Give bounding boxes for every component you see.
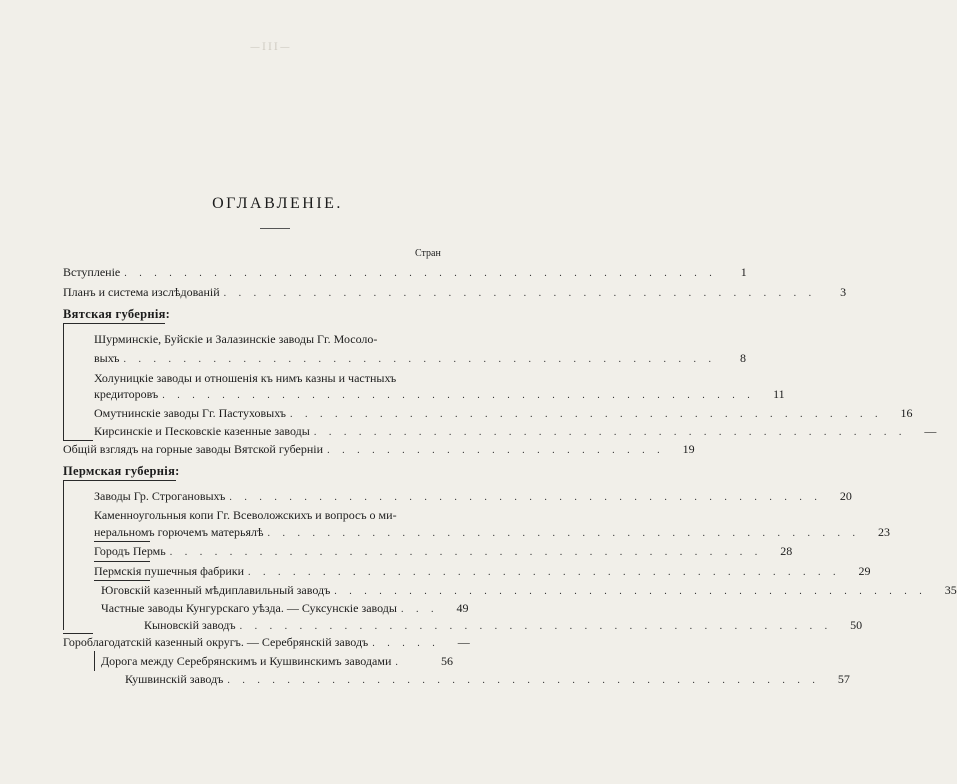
toc-page-number: 29 [858, 564, 871, 578]
toc-entry-text: неральномъ горючемъ матерьялѣ [94, 525, 264, 539]
toc-entry-cannon[interactable] [94, 563, 871, 581]
section-rule [63, 323, 165, 324]
toc-page-number: 11 [773, 387, 785, 401]
dot-leader: . . . . . . . . . . . . . . . . . . . . . . . . . . . . . . . . . . . . . . . . [169, 547, 763, 558]
dot-leader: . . . . . . . . . . . . . . . . . . . . . . . . . . . . . . . . . . . . . . . . [223, 288, 817, 299]
toc-entry-stroganov[interactable] [94, 488, 852, 506]
section-rule [63, 480, 176, 481]
toc-page-number: 49 [456, 601, 469, 615]
toc-entry-kirs[interactable] [94, 423, 937, 441]
toc-entry-kyn[interactable] [144, 617, 863, 635]
dot-leader: . . . . . . . . . . . . . . . . . . . . . . . [327, 445, 665, 456]
toc-entry-yugovsk[interactable] [101, 582, 957, 600]
toc-entry-shurma[interactable] [94, 350, 746, 368]
subsection-rule [94, 561, 150, 562]
toc-page-number: 35 [944, 583, 957, 597]
dot-leader: . . . . . . . . . . . . . . . . . . . . . . . . . . . . . . . . . . . . . . . . [124, 268, 717, 279]
toc-entry-kholun[interactable] [94, 386, 785, 404]
toc-entry-text: Городъ Пермь [94, 544, 166, 558]
toc-page-number: 50 [850, 618, 863, 632]
dot-leader: . . . . . . . . . . . . . . . . . . . . . . . . . . . . . . . . . . . . . . . . [227, 675, 820, 686]
toc-page-number: 8 [739, 351, 746, 365]
dot-leader: . . . . . . . . . . . . . . . . . . . . . . . . . . . . . . . . . . . . . . . . [334, 586, 927, 597]
toc-page-number: 28 [780, 544, 793, 558]
toc-entry-text: Частные заводы Кунгурскаго уѣзда. — Суксунскіе заводы [101, 601, 397, 615]
dot-leader: . . . [400, 604, 439, 615]
dot-leader: . . . . . . . . . . . . . . . . . . . . . . . . . . . . . . . . . . . . . . . . [248, 567, 841, 578]
section-heading-perm: Пермская губернія: [63, 464, 180, 478]
toc-page-number: 23 [878, 525, 891, 539]
dot-leader: . . . . . . . . . . . . . . . . . . . . . . . . . . . . . . . . . . . . . . . . [267, 528, 861, 539]
toc-entry-perm-city[interactable] [94, 543, 793, 561]
toc-entry-kholun-line1: Холуницкіе заводы и отношенія къ нимъ казны и частныхъ [94, 371, 397, 385]
dot-leader: . . . . . . . . . . . . . . . . . . . . . . . . . . . . . . . . . . . . . . . . [290, 409, 883, 420]
toc-entry-text: Кирсинскіе и Песковскіе казенные заводы [94, 424, 310, 438]
toc-entry-text: Дорога между Серебрянскимъ и Кушвинскимъ заводами [101, 654, 392, 668]
dot-leader: . . . . . . . . . . . . . . . . . . . . . . . . . . . . . . . . . . . . . . . . [229, 492, 822, 503]
toc-entry-text: Пермскія пушечныя фабрики [94, 564, 245, 578]
toc-entry-text: Омутнинскіе заводы Гг. Пастуховыхъ [94, 406, 286, 420]
toc-entry-text: Планъ и система изслѣдованій [63, 285, 220, 299]
toc-page-number: 1 [740, 265, 747, 279]
toc-entry-intro[interactable] [63, 264, 747, 282]
toc-entry-text: Заводы Гр. Строгановыхъ [94, 489, 226, 503]
toc-page-number: 19 [682, 442, 695, 456]
toc-entry-coal-line1: Каменноугольныя копи Гг. Всеволожскихъ и вопросъ о ми- [94, 508, 397, 522]
page-column-header: Стран [415, 248, 441, 259]
toc-entry-vyatka-summary[interactable] [63, 441, 695, 459]
toc-entry-text: Кыновскій заводъ [144, 618, 236, 632]
faint-page-mark: —III— [250, 42, 292, 53]
bracket-line [63, 480, 64, 630]
dot-leader: . [395, 657, 403, 668]
toc-page-number: 16 [900, 406, 913, 420]
toc-entry-plan[interactable] [63, 284, 847, 302]
toc-entry-text: Вступленіе [63, 265, 121, 279]
toc-entry-coal[interactable] [94, 524, 891, 542]
toc-entry-text: Гороблагодатскій казенный округъ. — Серебрянскій заводъ [63, 635, 369, 649]
subsection-rule [94, 541, 150, 542]
title-underline [260, 228, 290, 229]
toc-entry-text: кредиторовъ [94, 387, 159, 401]
toc-entry-text: Общій взглядъ на горные заводы Вятской губерніи [63, 442, 324, 456]
subsection-rule [94, 580, 150, 581]
toc-entry-omutn[interactable] [94, 405, 913, 423]
toc-entry-road[interactable] [101, 653, 453, 671]
page-title: ОГЛАВЛЕНІЕ. [212, 195, 343, 212]
toc-entry-kushva[interactable] [125, 671, 850, 689]
toc-page-number: — [457, 635, 470, 649]
toc-page-number: 56 [441, 654, 453, 668]
dot-leader: . . . . . . . . . . . . . . . . . . . . . . . . . . . . . . . . . . . . . . . . [313, 427, 907, 438]
bracket-line [63, 323, 64, 440]
toc-entry-goroblag[interactable] [63, 634, 470, 652]
toc-page-number: 20 [839, 489, 852, 503]
dot-leader: . . . . . . . . . . . . . . . . . . . . . . . . . . . . . . . . . . . . . . . . [162, 390, 755, 401]
dot-leader: . . . . . [372, 638, 440, 649]
toc-entry-text: Кушвинскій заводъ [125, 672, 224, 686]
toc-entry-shurma-line1: Шурминскіе, Буйскіе и Залазинскіе заводы Гг. Мосоло- [94, 332, 378, 346]
section-heading-vyatka: Вятская губернія: [63, 307, 171, 321]
bracket-line [94, 651, 95, 671]
toc-entry-text: выхъ [94, 351, 120, 365]
toc-entry-text: Юговскій казенный мѣдиплавильный заводъ [101, 583, 331, 597]
toc-page-number: 57 [837, 672, 850, 686]
toc-page-number: 3 [840, 285, 847, 299]
dot-leader: . . . . . . . . . . . . . . . . . . . . . . . . . . . . . . . . . . . . . . . . [123, 354, 716, 365]
toc-entry-kungur[interactable] [101, 600, 469, 618]
toc-page-number: — [924, 424, 937, 438]
dot-leader: . . . . . . . . . . . . . . . . . . . . . . . . . . . . . . . . . . . . . . . . [239, 621, 833, 632]
